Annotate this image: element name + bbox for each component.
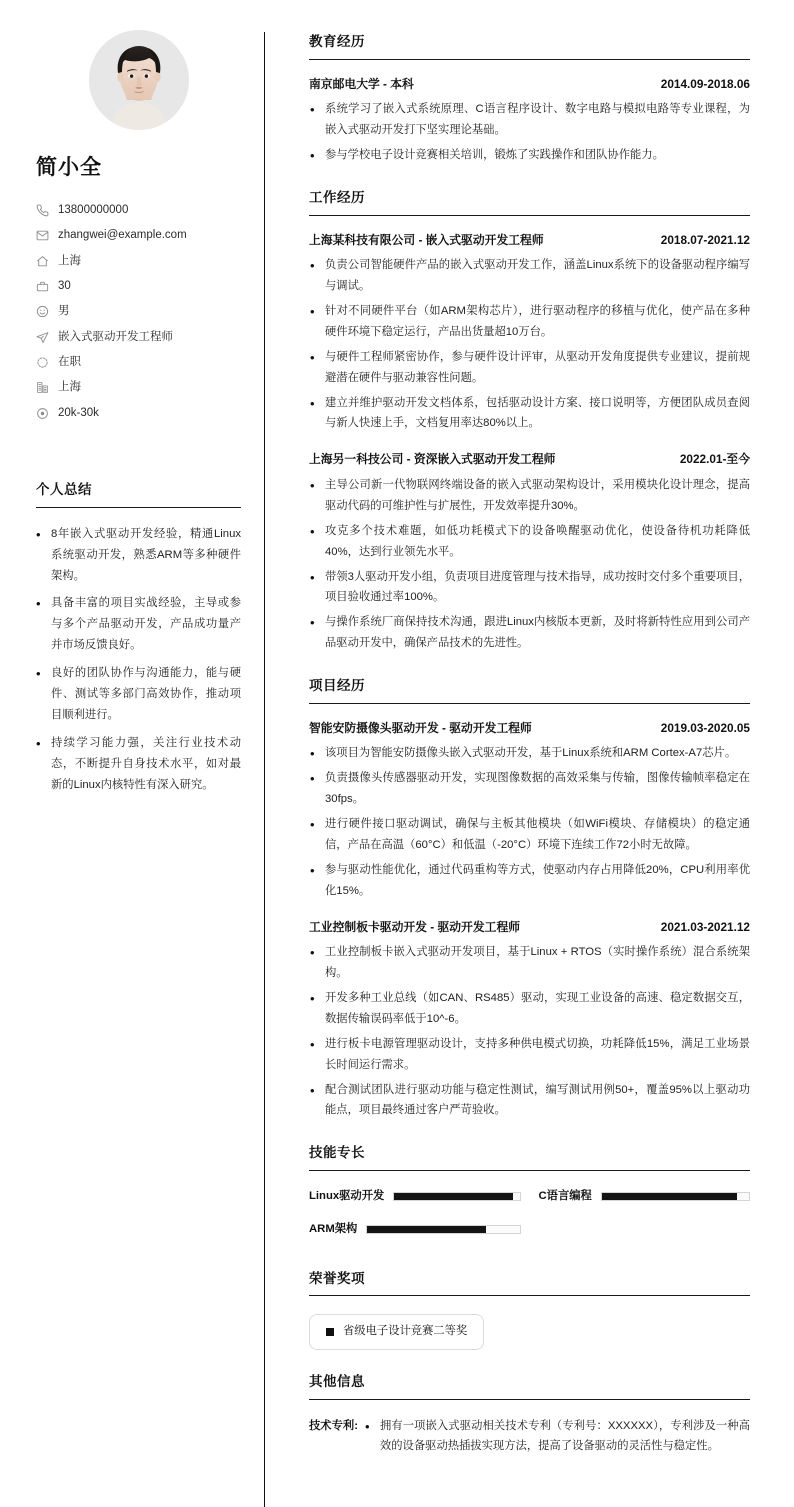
main-content xyxy=(265,0,794,1507)
list-item: • 负责公司智能硬件产品的嵌入式驱动开发工作，涵盖Linux系统下的设备驱动程序编写与调试。 xyxy=(309,255,750,297)
skill-label: C语言编程 xyxy=(538,1189,592,1202)
list-item: • 良好的团队协作与沟通能力，能与硬件、测试等多部门高效协作，推动项目顺利进行。 xyxy=(36,663,241,726)
avatar xyxy=(89,30,189,130)
skill-item xyxy=(309,1220,521,1240)
contact-value: 13800000000 xyxy=(58,203,129,216)
refresh-icon xyxy=(36,356,49,369)
skill-progress-fill xyxy=(394,1193,513,1200)
sidebar xyxy=(0,0,265,1507)
entry-title: 南京邮电大学 - 本科 xyxy=(309,76,414,91)
paper-plane-icon xyxy=(36,331,49,344)
list-item: • 进行板卡电源管理驱动设计，支持多种供电模式切换，功耗降低15%，满足工业场景长时间运行需求。 xyxy=(309,1034,750,1076)
project-entry xyxy=(309,917,750,1122)
section-education xyxy=(309,30,750,166)
project-entry xyxy=(309,718,750,902)
contact-value: 20k-30k xyxy=(58,406,99,419)
contact-value: 上海 xyxy=(58,381,81,394)
skill-label: Linux驱动开发 xyxy=(309,1189,385,1202)
entry-date: 2018.07-2021.12 xyxy=(660,232,750,247)
list-item: • 带领3人驱动开发小组，负责项目进度管理与技术指导，成功按时交付多个重要项目，项目验收通过率100%。 xyxy=(309,567,750,609)
section-heading: 项目经历 xyxy=(309,674,750,704)
list-item: • 与硬件工程师紧密协作，参与硬件设计评审，从驱动开发角度提供专业建议，提前规避潜在硬件与驱动兼容性问题。 xyxy=(309,347,750,389)
phone-icon xyxy=(36,204,49,217)
entry-bullet-list xyxy=(309,743,750,901)
skill-progress-bar xyxy=(601,1192,750,1201)
home-icon xyxy=(36,255,49,268)
section-personal-summary xyxy=(36,478,241,795)
awards-list xyxy=(309,1310,750,1350)
list-item: • 建立并维护驱动开发文档体系，包括驱动设计方案、接口说明等，方便团队成员查阅与新人快速上手，文档复用率达80%以上。 xyxy=(309,393,750,435)
entry-header xyxy=(309,718,750,739)
portrait-photo-icon xyxy=(89,30,189,130)
contact-age xyxy=(36,279,241,293)
entry-date: 2014.09-2018.06 xyxy=(660,76,750,91)
list-item: • 8年嵌入式驱动开发经验，精通Linux系统驱动开发，熟悉ARM等多种硬件架构。 xyxy=(36,524,241,587)
list-item: • 拥有一项嵌入式驱动相关技术专利（专利号：XXXXXX），专利涉及一种高效的设备驱动热插拔实现方法，提高了设备驱动的灵活性与稳定性。 xyxy=(364,1416,750,1458)
other-info-group xyxy=(309,1414,750,1458)
entry-bullet-list xyxy=(309,942,750,1121)
contact-value: 上海 xyxy=(58,254,81,267)
list-item: • 主导公司新一代物联网终端设备的嵌入式驱动架构设计，采用模块化设计理念，提高驱动代码的可维护性与扩展性，开发效率提升30%。 xyxy=(309,475,750,517)
target-icon xyxy=(36,407,49,420)
contact-value: 男 xyxy=(58,305,70,318)
section-heading: 个人总结 xyxy=(36,478,241,508)
contact-value: 在职 xyxy=(58,356,81,368)
list-item: • 负责摄像头传感器驱动开发，实现图像数据的高效采集与传输，图像传输帧率稳定在30fps。 xyxy=(309,768,750,810)
contact-city xyxy=(36,380,241,394)
entry-bullet-list xyxy=(309,255,750,434)
list-item: • 与操作系统厂商保持技术沟通，跟进Linux内核版本更新，及时将新特性应用到公司产品驱动开发中，确保产品技术的先进性。 xyxy=(309,612,750,654)
list-item: • 该项目为智能安防摄像头嵌入式驱动开发，基于Linux系统和ARM Cortex-A7芯片。 xyxy=(309,743,750,764)
section-skills xyxy=(309,1141,750,1246)
skill-label: ARM架构 xyxy=(309,1222,358,1235)
section-awards xyxy=(309,1267,750,1350)
other-info-label: 技术专利: xyxy=(309,1419,358,1432)
entry-title: 上海另一科技公司 - 资深嵌入式驱动开发工程师 xyxy=(309,452,556,467)
contact-job-status xyxy=(36,355,241,369)
page-title: 简小全 xyxy=(36,156,102,179)
section-heading: 荣誉奖项 xyxy=(309,1267,750,1297)
list-item: • 参与学校电子设计竞赛相关培训，锻炼了实践操作和团队协作能力。 xyxy=(309,145,750,166)
skill-progress-bar xyxy=(393,1192,520,1201)
entry-title: 智能安防摄像头驱动开发 - 驱动开发工程师 xyxy=(309,720,532,735)
section-heading: 技能专长 xyxy=(309,1141,750,1171)
contact-value: 30 xyxy=(58,279,71,292)
contact-location xyxy=(36,254,241,268)
entry-title: 上海某科技有限公司 - 嵌入式驱动开发工程师 xyxy=(309,232,544,247)
envelope-icon xyxy=(36,229,49,242)
entry-header xyxy=(309,74,750,95)
contact-value: zhangwei@example.com xyxy=(58,229,187,242)
entry-date: 2022.01-至今 xyxy=(679,452,750,467)
education-entry xyxy=(309,74,750,166)
entry-date: 2019.03-2020.05 xyxy=(660,720,750,735)
skill-progress-fill xyxy=(367,1226,486,1233)
contact-gender xyxy=(36,304,241,318)
list-item: • 具备丰富的项目实战经验，主导或参与多个产品驱动开发，产品成功量产并市场反馈良好。 xyxy=(36,593,241,656)
list-item: • 攻克多个技术难题，如低功耗模式下的设备唤醒驱动优化，使设备待机功耗降低40%，达到行业领先水平。 xyxy=(309,521,750,563)
skill-progress-fill xyxy=(602,1193,737,1200)
list-item: • 参与驱动性能优化，通过代码重构等方式，使驱动内存占用降低20%，CPU利用率优化15%。 xyxy=(309,860,750,902)
entry-bullet-list xyxy=(309,99,750,166)
avatar-container xyxy=(36,30,241,130)
list-item: • 持续学习能力强，关注行业技术动态，不断提升自身技术水平，如对最新的Linux内核特性有深入研究。 xyxy=(36,733,241,796)
skills-list xyxy=(309,1185,750,1247)
contact-phone xyxy=(36,203,241,217)
skill-item xyxy=(539,1187,751,1207)
entry-bullet-list xyxy=(309,475,750,654)
building-icon xyxy=(36,381,49,394)
award-label: 省级电子设计竞赛二等奖 xyxy=(343,1325,468,1338)
other-info-list xyxy=(364,1416,750,1458)
contact-position xyxy=(36,330,241,344)
entry-date: 2021.03-2021.12 xyxy=(660,919,750,934)
entry-title: 工业控制板卡驱动开发 - 驱动开发工程师 xyxy=(309,919,521,934)
entry-header xyxy=(309,230,750,251)
section-work-experience xyxy=(309,186,750,654)
list-item: • 开发多种工业总线（如CAN、RS485）驱动，实现工业设备的高速、稳定数据交互，数据传输误码率低于10^-6。 xyxy=(309,988,750,1030)
section-project-experience xyxy=(309,674,750,1121)
list-item: • 系统学习了嵌入式系统原理、C语言程序设计、数字电路与模拟电路等专业课程，为嵌入式驱动开发打下坚实理论基础。 xyxy=(309,99,750,141)
entry-header xyxy=(309,917,750,938)
entry-header xyxy=(309,449,750,470)
contact-value: 嵌入式驱动开发工程师 xyxy=(58,330,173,343)
section-heading: 工作经历 xyxy=(309,186,750,216)
contact-salary xyxy=(36,406,241,420)
section-other-info xyxy=(309,1370,750,1457)
skill-item xyxy=(309,1187,521,1207)
face-icon xyxy=(36,305,49,318)
work-entry xyxy=(309,230,750,435)
summary-bullet-list xyxy=(36,524,241,796)
skill-progress-bar xyxy=(366,1225,520,1234)
list-item: • 工业控制板卡嵌入式驱动开发项目，基于Linux + RTOS（实时操作系统）混合系统架构。 xyxy=(309,942,750,984)
work-entry xyxy=(309,449,750,654)
list-item: • 配合测试团队进行驱动功能与稳定性测试，编写测试用例50+，覆盖95%以上驱动功能点，项目最终通过客户严苛验收。 xyxy=(309,1080,750,1122)
section-heading: 教育经历 xyxy=(309,30,750,60)
list-item: • 进行硬件接口驱动调试，确保与主板其他模块（如WiFi模块、存储模块）的稳定通信，产品在高温（60°C）和低温（-20°C）环境下连续工作72小时无故障。 xyxy=(309,814,750,856)
list-item: • 针对不同硬件平台（如ARM架构芯片），进行驱动程序的移植与优化，使产品在多种硬件环境下稳定运行，产品出货量超10万台。 xyxy=(309,301,750,343)
award-badge xyxy=(309,1314,484,1350)
contact-email xyxy=(36,228,241,242)
briefcase-icon xyxy=(36,280,49,293)
contact-list xyxy=(36,203,241,420)
square-bullet-icon xyxy=(326,1328,334,1336)
section-heading: 其他信息 xyxy=(309,1370,750,1400)
